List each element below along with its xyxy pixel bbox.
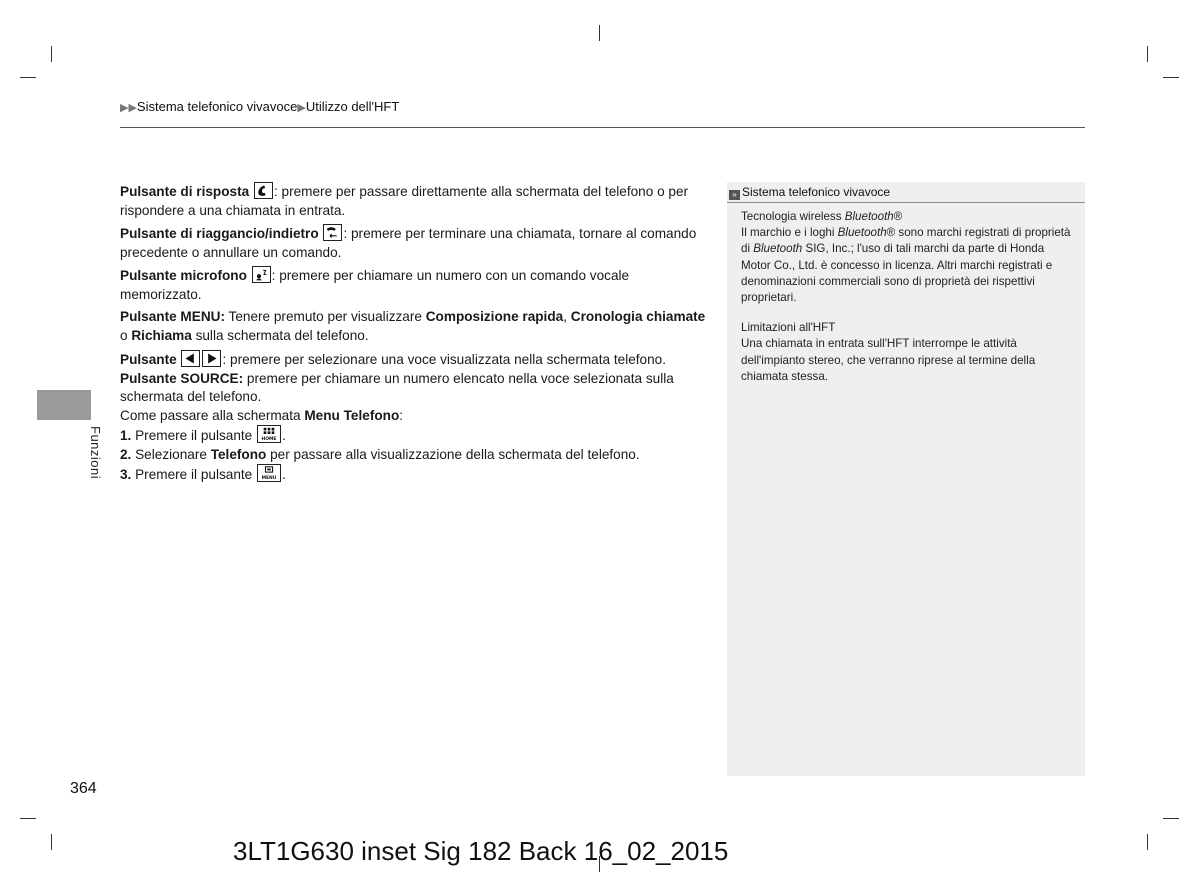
section-tab-marker <box>37 390 91 420</box>
breadcrumb-arrow-icon: ▶▶ <box>120 102 137 114</box>
crop-mark <box>1163 818 1179 819</box>
print-slug: 3LT1G630 inset Sig 182 Back 16_02_2015 <box>233 836 729 866</box>
paragraph-answer-button: Pulsante di risposta : premere per passare direttamente alla schermata del telefono o per rispondere a una chiamata in entrata. <box>120 184 689 218</box>
main-content <box>120 182 712 485</box>
svg-text:MENU: MENU <box>261 476 277 481</box>
header-rule <box>120 127 1085 128</box>
hangup-back-icon <box>323 224 342 241</box>
step-item: 3. Premere il pulsante MENU . <box>120 464 712 485</box>
sidebar-heading: » Sistema telefonico vivavoce <box>727 182 1085 203</box>
page-number: 364 <box>70 780 97 797</box>
crop-mark <box>20 818 36 819</box>
step-item: 2. Selezionare Telefono per passare alla visualizzazione della schermata del telefono. <box>120 446 640 462</box>
term: Pulsante SOURCE: <box>120 370 244 386</box>
sidebar-body <box>727 203 1085 385</box>
paragraph-mic-button: Pulsante microfono : premere per chiamare un numero con un comando vocale memorizzato. <box>120 268 630 302</box>
crop-mark <box>1147 834 1148 850</box>
crop-mark <box>1147 46 1148 62</box>
arrow-left-icon <box>181 350 200 367</box>
notes-sidebar <box>727 182 1085 776</box>
crop-mark <box>51 834 52 850</box>
sidebar-subheading: Tecnologia wireless Bluetooth® <box>741 210 903 223</box>
term: Pulsante <box>120 352 177 367</box>
menu-icon <box>257 464 281 482</box>
crop-mark <box>599 25 600 41</box>
term: Pulsante di riaggancio/indietro <box>120 226 319 241</box>
sidebar-paragraph: Il marchio e i loghi Bluetooth® sono marchi registrati di proprietà di Bluetooth SIG, Inc.; l'uso di tali marchi da parte di Honda Motor Co., Ltd. è concesso in licenza. Altri marchi registrati e denominazioni commerciali sono di proprietà dei rispettivi proprietari. <box>741 226 1071 305</box>
crop-mark <box>1163 77 1179 78</box>
step-item: 1. Premere il pulsante HOME . <box>120 425 712 446</box>
home-icon <box>257 425 281 443</box>
phone-answer-icon <box>254 182 273 199</box>
voice-mic-icon <box>252 266 271 283</box>
svg-text:HOME: HOME <box>261 437 277 442</box>
sidebar-subheading: Limitazioni all'HFT <box>741 321 836 335</box>
reference-arrow-icon: » <box>729 190 740 200</box>
paragraph-source-button: Pulsante SOURCE: premere per chiamare un numero elencato nella voce selezionata sulla schermata del telefono. <box>120 370 674 404</box>
paragraph-menu-telefono: Come passare alla schermata Menu Telefono: <box>120 407 404 423</box>
breadcrumb <box>120 99 1085 114</box>
section-tab-label: Funzioni <box>88 426 103 480</box>
paragraph-arrow-buttons: Pulsante : premere per selezionare una voce visualizzata nella schermata telefono. <box>120 352 667 367</box>
sidebar-paragraph: Una chiamata in entrata sull'HFT interrompe le attività dell'impianto stereo, che verranno riprese al termine della chiamata stessa. <box>741 337 1036 383</box>
term: Pulsante di risposta <box>120 184 250 199</box>
breadcrumb-item: Utilizzo dell'HFT <box>305 99 400 114</box>
term: Pulsante MENU: <box>120 309 225 324</box>
crop-mark <box>51 46 52 62</box>
crop-mark <box>20 77 36 78</box>
arrow-right-icon <box>202 350 221 367</box>
term: Pulsante microfono <box>120 268 247 283</box>
breadcrumb-item: Sistema telefonico vivavoce <box>136 99 298 114</box>
breadcrumb-arrow-icon: ▶ <box>297 102 306 114</box>
paragraph-menu-button: Pulsante MENU: Tenere premuto per visualizzare Composizione rapida, Cronologia chiamate o Richiama sulla schermata del telefono. <box>120 309 706 343</box>
paragraph-hangup-button: Pulsante di riaggancio/indietro : premere per terminare una chiamata, tornare al comando precedente o annullare un comando. <box>120 226 697 260</box>
